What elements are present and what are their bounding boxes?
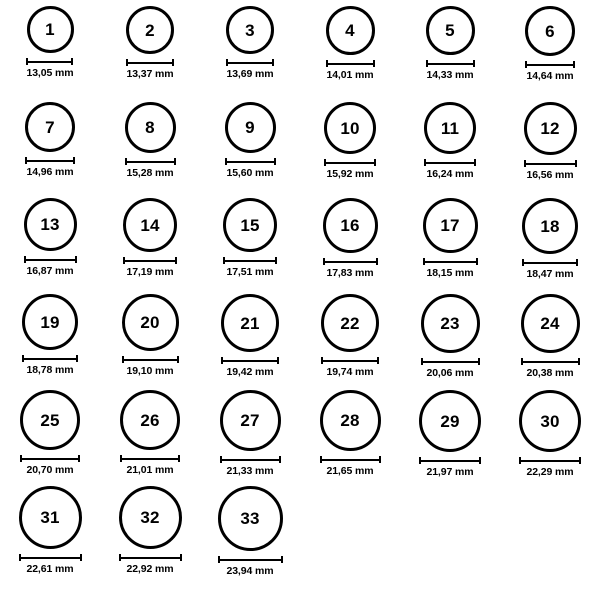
ring-circle [426,6,475,55]
diameter-measure [419,457,481,478]
diameter-measure [221,357,279,378]
diameter-value: 17,83 mm [326,267,374,279]
diameter-measure [20,455,80,476]
ring-size-label: 22 [340,313,360,333]
measure-bar-icon [126,59,174,66]
ring-size-cell [0,6,100,102]
ring-size-label: 24 [540,314,560,333]
ring-size-label: 8 [145,118,155,137]
ring-circle [20,390,80,450]
ring-size-label: 16 [340,216,360,235]
diameter-measure [218,556,283,577]
ring-size-cell [500,6,600,102]
measure-bar-icon [424,159,476,166]
diameter-value: 21,65 mm [326,465,374,477]
measure-bar-icon [323,258,378,265]
ring-circle [423,198,478,253]
measure-bar-icon [26,58,73,65]
ring-circle [522,198,578,254]
ring-circle [126,6,174,54]
ring-size-label: 1 [45,20,55,39]
ring-size-label: 7 [45,117,55,137]
ring-size-label: 5 [445,21,455,40]
ring-size-cell [400,198,500,294]
ring-circle [525,6,575,56]
diameter-value: 14,01 mm [326,69,374,81]
diameter-measure [324,159,376,180]
diameter-value: 13,69 mm [226,68,274,80]
diameter-value: 20,38 mm [526,367,574,379]
ring-circle [324,102,376,154]
diameter-measure [522,259,578,280]
diameter-measure [421,358,480,379]
ring-size-cell [100,486,200,582]
ring-circle [125,102,176,153]
measure-bar-icon [120,455,180,462]
ring-size-cell [0,390,100,486]
diameter-measure [326,60,375,81]
diameter-value: 22,61 mm [26,563,74,575]
diameter-measure [123,257,177,278]
ring-circle [223,198,277,252]
ring-size-label: 33 [240,509,260,528]
measure-bar-icon [122,356,179,363]
ring-size-cell [500,198,600,294]
ring-size-label: 28 [340,411,360,430]
measure-bar-icon [123,257,177,264]
ring-size-cell [300,102,400,198]
ring-size-cell [200,198,300,294]
ring-size-cell [400,294,500,390]
ring-size-cell [100,294,200,390]
ring-circle [119,486,182,549]
measure-bar-icon [519,457,581,464]
diameter-measure [24,256,77,277]
diameter-measure [126,59,174,80]
measure-bar-icon [423,258,478,265]
measure-bar-icon [19,554,82,561]
ring-size-label: 2 [145,20,155,40]
ring-circle [22,294,78,350]
measure-bar-icon [419,457,481,464]
ring-circle [524,102,577,155]
diameter-measure [323,258,378,279]
ring-size-label: 18 [540,216,560,236]
ring-size-label: 31 [40,508,60,527]
ring-circle [25,102,75,152]
ring-size-label: 21 [240,313,260,333]
ring-size-label: 6 [545,21,555,41]
measure-bar-icon [421,358,480,365]
diameter-measure [424,159,476,180]
diameter-value: 17,19 mm [126,266,174,278]
ring-circle [424,102,476,154]
ring-circle [320,390,381,451]
diameter-value: 21,33 mm [226,465,274,477]
ring-size-cell [0,102,100,198]
ring-size-cell [0,486,100,582]
ring-circle [24,198,77,251]
ring-size-label: 10 [340,118,360,138]
ring-size-label: 30 [540,411,560,431]
diameter-value: 20,06 mm [426,367,474,379]
diameter-value: 14,33 mm [426,69,474,81]
ring-size-cell [300,6,400,102]
diameter-measure [22,355,78,376]
diameter-value: 13,37 mm [126,68,174,80]
diameter-measure [525,61,575,82]
ring-size-label: 26 [140,410,160,430]
diameter-value: 14,96 mm [26,166,74,178]
ring-size-cell [300,198,400,294]
diameter-measure [119,554,182,575]
ring-size-label: 14 [140,215,160,235]
ring-size-cell [100,102,200,198]
diameter-value: 20,70 mm [26,464,74,476]
diameter-value: 18,47 mm [526,268,574,280]
ring-size-label: 9 [245,118,255,137]
diameter-measure [320,456,381,477]
diameter-value: 16,87 mm [26,265,74,277]
measure-bar-icon [125,158,176,165]
diameter-measure [25,157,75,178]
diameter-measure [321,357,379,378]
ring-circle [225,102,276,153]
ring-size-label: 4 [345,21,355,40]
measure-bar-icon [225,158,276,165]
diameter-measure [19,554,82,575]
ring-size-label: 27 [240,411,260,430]
diameter-measure [423,258,478,279]
ring-size-label: 29 [440,411,460,431]
ring-circle [123,198,177,252]
ring-circle [221,294,279,352]
ring-circle [122,294,179,351]
ring-circle [27,6,74,53]
ring-size-cell [400,6,500,102]
ring-size-label: 25 [40,410,60,430]
ring-size-label: 13 [40,215,60,234]
measure-bar-icon [221,357,279,364]
ring-size-label: 32 [140,508,160,527]
diameter-measure [220,456,281,477]
diameter-measure [426,60,475,81]
diameter-value: 23,94 mm [226,565,274,577]
ring-size-cell [100,6,200,102]
measure-bar-icon [524,160,577,167]
ring-size-label: 23 [440,314,460,333]
ring-size-label: 11 [440,118,460,138]
diameter-value: 22,29 mm [526,466,574,478]
diameter-value: 16,24 mm [426,168,474,180]
diameter-value: 19,74 mm [326,366,374,378]
diameter-value: 15,92 mm [326,168,374,180]
measure-bar-icon [326,60,375,67]
diameter-value: 14,64 mm [526,70,574,82]
measure-bar-icon [226,59,274,66]
ring-circle [421,294,480,353]
diameter-value: 21,01 mm [126,464,174,476]
measure-bar-icon [24,256,77,263]
measure-bar-icon [22,355,78,362]
ring-circle [226,6,274,54]
ring-size-cell [100,198,200,294]
measure-bar-icon [220,456,281,463]
diameter-value: 15,28 mm [126,167,174,179]
measure-bar-icon [25,157,75,164]
diameter-measure [519,457,581,478]
ring-circle [19,486,82,549]
ring-size-cell [500,390,600,486]
diameter-value: 19,10 mm [126,365,174,377]
ring-circle [326,6,375,55]
ring-circle [419,390,481,452]
diameter-value: 18,78 mm [26,364,74,376]
ring-size-cell [200,486,300,582]
measure-bar-icon [218,556,283,563]
ring-circle [218,486,283,551]
ring-circle [521,294,580,353]
diameter-value: 18,15 mm [426,267,474,279]
ring-circle [323,198,378,253]
ring-size-cell [200,6,300,102]
diameter-value: 19,42 mm [226,366,274,378]
diameter-measure [524,160,577,181]
diameter-measure [122,356,179,377]
measure-bar-icon [521,358,580,365]
diameter-value: 16,56 mm [526,169,574,181]
ring-circle [120,390,180,450]
measure-bar-icon [20,455,80,462]
ring-size-cell [500,102,600,198]
ring-size-label: 20 [140,313,160,332]
measure-bar-icon [223,257,277,264]
measure-bar-icon [522,259,578,266]
measure-bar-icon [321,357,379,364]
measure-bar-icon [119,554,182,561]
ring-size-label: 17 [440,216,460,235]
ring-size-cell [100,390,200,486]
ring-size-cell [300,294,400,390]
diameter-value: 17,51 mm [226,266,274,278]
ring-size-cell [200,102,300,198]
diameter-measure [26,58,73,79]
ring-size-label: 12 [540,119,560,138]
ring-size-cell [500,294,600,390]
diameter-measure [125,158,176,179]
diameter-value: 13,05 mm [26,67,74,79]
measure-bar-icon [525,61,575,68]
ring-size-cell [0,294,100,390]
diameter-measure [226,59,274,80]
diameter-measure [225,158,276,179]
diameter-value: 22,92 mm [126,563,174,575]
ring-circle [220,390,281,451]
diameter-value: 21,97 mm [426,466,474,478]
ring-size-cell [200,390,300,486]
ring-size-cell [300,390,400,486]
diameter-measure [223,257,277,278]
measure-bar-icon [426,60,475,67]
ring-size-cell [400,102,500,198]
ring-circle [519,390,581,452]
diameter-measure [521,358,580,379]
diameter-measure [120,455,180,476]
ring-size-label: 19 [40,312,60,332]
ring-circle [321,294,379,352]
measure-bar-icon [320,456,381,463]
measure-bar-icon [324,159,376,166]
ring-size-label: 3 [245,20,255,40]
ring-size-label: 15 [240,215,260,235]
ring-size-cell [200,294,300,390]
ring-size-cell [0,198,100,294]
diameter-value: 15,60 mm [226,167,274,179]
ring-size-cell [400,390,500,486]
